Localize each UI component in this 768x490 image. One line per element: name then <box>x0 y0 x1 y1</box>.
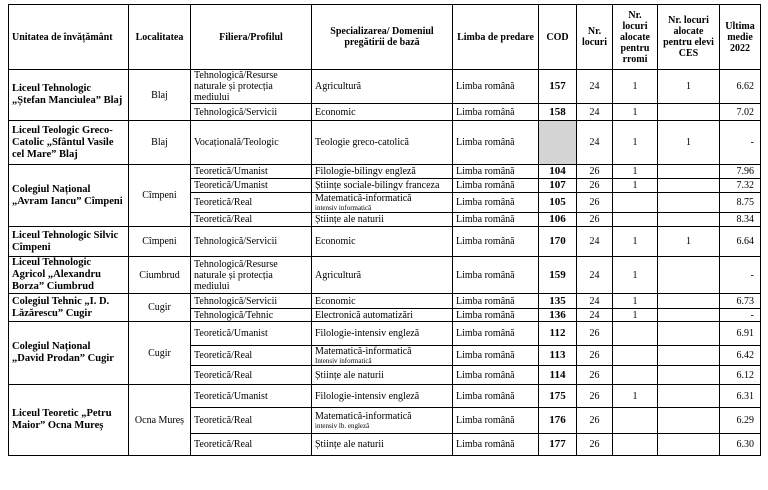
seats: 24 <box>577 104 613 121</box>
specialization-cell <box>312 165 453 179</box>
seats: 26 <box>577 179 613 193</box>
specialization: Filologie-bilingv engleză <box>315 166 416 177</box>
teaching-language: Limba română <box>453 346 539 366</box>
specialization: Științe ale naturii <box>315 439 384 450</box>
last-average: 7.32 <box>720 179 761 193</box>
last-average: 7.96 <box>720 165 761 179</box>
track-profile: Teoretică/Real <box>191 193 312 213</box>
specialization-cell <box>312 70 453 104</box>
header-track: Filiera/Profilul <box>191 5 312 70</box>
program-code: 105 <box>539 193 577 213</box>
specialization: Matematică-informatică <box>315 346 412 357</box>
ces-seats: 1 <box>658 227 720 257</box>
program-code: 106 <box>539 213 577 227</box>
ces-seats <box>658 309 720 322</box>
specialization: Economic <box>315 236 356 247</box>
program-code: 107 <box>539 179 577 193</box>
specialization-cell <box>312 346 453 366</box>
header-code: COD <box>539 5 577 70</box>
program-code <box>539 121 577 165</box>
admission-table-container <box>8 4 760 456</box>
specialization: Agricultură <box>315 81 362 92</box>
program-code: 104 <box>539 165 577 179</box>
track-profile: Teoretică/Umanist <box>191 179 312 193</box>
roma-seats <box>613 213 658 227</box>
seats: 26 <box>577 385 613 408</box>
track-profile: Tehnologică/Resurse naturale și protecția mediului <box>191 257 312 294</box>
track-profile: Teoretică/Real <box>191 346 312 366</box>
header-specialization: Specializarea/ Domeniul pregătirii de bază <box>312 5 453 70</box>
last-average: 8.34 <box>720 213 761 227</box>
header-seats: Nr. locuri <box>577 5 613 70</box>
teaching-language: Limba română <box>453 366 539 385</box>
track-profile: Tehnologică/Resurse naturale și protecția mediului <box>191 70 312 104</box>
teaching-language: Limba română <box>453 70 539 104</box>
specialization-cell <box>312 213 453 227</box>
seats: 26 <box>577 434 613 456</box>
program-code: 175 <box>539 385 577 408</box>
program-code: 135 <box>539 294 577 309</box>
table-row <box>9 70 761 104</box>
teaching-language: Limba română <box>453 179 539 193</box>
ces-seats: 1 <box>658 121 720 165</box>
seats: 26 <box>577 322 613 346</box>
locality: Blaj <box>129 70 191 121</box>
last-average: 6.30 <box>720 434 761 456</box>
roma-seats <box>613 193 658 213</box>
roma-seats: 1 <box>613 121 658 165</box>
specialization: Agricultură <box>315 269 362 281</box>
roma-seats: 1 <box>613 227 658 257</box>
roma-seats: 1 <box>613 309 658 322</box>
locality: Cîmpeni <box>129 165 191 227</box>
last-average: 6.42 <box>720 346 761 366</box>
seats: 26 <box>577 408 613 434</box>
track-profile: Tehnologică/Servicii <box>191 227 312 257</box>
roma-seats <box>613 434 658 456</box>
admission-table <box>8 4 761 456</box>
last-average: 6.29 <box>720 408 761 434</box>
specialization: Electronică automatizări <box>315 309 414 321</box>
ces-seats <box>658 385 720 408</box>
specialization: Matematică-informatică <box>315 411 412 422</box>
specialization-cell <box>312 322 453 346</box>
locality: Blaj <box>129 121 191 165</box>
program-code: 158 <box>539 104 577 121</box>
roma-seats: 1 <box>613 294 658 309</box>
seats: 26 <box>577 193 613 213</box>
last-average: 6.73 <box>720 294 761 309</box>
ces-seats <box>658 179 720 193</box>
school-name: Liceul Tehnologic Silvic Cîmpeni <box>9 227 129 257</box>
ces-seats <box>658 346 720 366</box>
teaching-language: Limba română <box>453 227 539 257</box>
teaching-language: Limba română <box>453 385 539 408</box>
roma-seats <box>613 322 658 346</box>
last-average: 6.12 <box>720 366 761 385</box>
roma-seats: 1 <box>613 104 658 121</box>
school-name: Colegiul Național „David Prodan” Cugir <box>9 322 129 385</box>
ces-seats <box>658 257 720 294</box>
specialization: Teologie greco-catolică <box>315 137 409 148</box>
specialization: Științe sociale-bilingv franceza <box>315 180 440 191</box>
program-code: 176 <box>539 408 577 434</box>
program-code: 136 <box>539 309 577 322</box>
table-row <box>9 294 761 309</box>
specialization-note: intensiv informatică <box>315 204 372 212</box>
school-name: Liceul Teologic Greco-Catolic „Sfântul Vasile cel Mare” Blaj <box>9 121 129 165</box>
specialization: Economic <box>315 295 356 307</box>
roma-seats <box>613 366 658 385</box>
specialization-cell <box>312 309 453 322</box>
ces-seats <box>658 434 720 456</box>
track-profile: Tehnologică/Servicii <box>191 104 312 121</box>
table-row <box>9 322 761 346</box>
seats: 24 <box>577 121 613 165</box>
specialization: Economic <box>315 106 356 118</box>
school-name: Liceul Tehnologic „Ștefan Manciulea” Blaj <box>9 70 129 121</box>
teaching-language: Limba română <box>453 434 539 456</box>
specialization-cell <box>312 227 453 257</box>
seats: 26 <box>577 213 613 227</box>
teaching-language: Limba română <box>453 165 539 179</box>
specialization-cell <box>312 179 453 193</box>
locality: Ocna Mureș <box>129 385 191 456</box>
roma-seats <box>613 346 658 366</box>
teaching-language: Limba română <box>453 213 539 227</box>
school-name: Colegiul Tehnic „I. D. Lăzărescu” Cugir <box>9 294 129 322</box>
table-row <box>9 227 761 257</box>
last-average: - <box>720 309 761 322</box>
ces-seats <box>658 322 720 346</box>
teaching-language: Limba română <box>453 121 539 165</box>
header-unit: Unitatea de învățământ <box>9 5 129 70</box>
roma-seats: 1 <box>613 257 658 294</box>
locality: Cugir <box>129 322 191 385</box>
school-name: Colegiul Național „Avram Iancu” Cîmpeni <box>9 165 129 227</box>
specialization: Filologie-intensiv engleză <box>315 390 420 402</box>
program-code: 114 <box>539 366 577 385</box>
teaching-language: Limba română <box>453 408 539 434</box>
specialization-cell <box>312 408 453 434</box>
specialization-note: Intensiv informatică <box>315 357 372 365</box>
last-average: 7.02 <box>720 104 761 121</box>
seats: 24 <box>577 70 613 104</box>
specialization: Științe ale naturii <box>315 369 384 381</box>
roma-seats: 1 <box>613 179 658 193</box>
seats: 26 <box>577 366 613 385</box>
roma-seats: 1 <box>613 70 658 104</box>
roma-seats: 1 <box>613 165 658 179</box>
program-code: 113 <box>539 346 577 366</box>
ces-seats <box>658 294 720 309</box>
teaching-language: Limba română <box>453 104 539 121</box>
locality: Cîmpeni <box>129 227 191 257</box>
table-row <box>9 165 761 179</box>
track-profile: Teoretică/Real <box>191 434 312 456</box>
header-roma-seats: Nr. locuri alocate pentru rromi <box>613 5 658 70</box>
specialization-cell <box>312 257 453 294</box>
header-language: Limba de predare <box>453 5 539 70</box>
seats: 24 <box>577 294 613 309</box>
track-profile: Teoretică/Real <box>191 366 312 385</box>
ces-seats: 1 <box>658 70 720 104</box>
seats: 26 <box>577 165 613 179</box>
ces-seats <box>658 366 720 385</box>
table-body <box>9 70 761 456</box>
specialization-cell <box>312 193 453 213</box>
ces-seats <box>658 104 720 121</box>
header-ces-seats: Nr. locuri alocate pentru elevi CES <box>658 5 720 70</box>
roma-seats <box>613 408 658 434</box>
ces-seats <box>658 408 720 434</box>
program-code: 159 <box>539 257 577 294</box>
teaching-language: Limba română <box>453 257 539 294</box>
track-profile: Teoretică/Umanist <box>191 385 312 408</box>
specialization-cell <box>312 104 453 121</box>
school-name: Liceul Teoretic „Petru Maior” Ocna Mureș <box>9 385 129 456</box>
track-profile: Tehnologică/Servicii <box>191 294 312 309</box>
track-profile: Teoretică/Real <box>191 213 312 227</box>
track-profile: Tehnologică/Tehnic <box>191 309 312 322</box>
locality: Ciumbrud <box>129 257 191 294</box>
specialization-cell <box>312 294 453 309</box>
ces-seats <box>658 165 720 179</box>
ces-seats <box>658 213 720 227</box>
program-code: 112 <box>539 322 577 346</box>
seats: 26 <box>577 346 613 366</box>
seats: 24 <box>577 227 613 257</box>
track-profile: Teoretică/Umanist <box>191 322 312 346</box>
track-profile: Vocațională/Teologic <box>191 121 312 165</box>
header-last-average: Ultima medie 2022 <box>720 5 761 70</box>
last-average: 6.64 <box>720 227 761 257</box>
specialization-cell <box>312 434 453 456</box>
table-row <box>9 121 761 165</box>
last-average: 6.91 <box>720 322 761 346</box>
last-average: 6.31 <box>720 385 761 408</box>
program-code: 177 <box>539 434 577 456</box>
program-code: 157 <box>539 70 577 104</box>
specialization-cell <box>312 385 453 408</box>
specialization: Științe ale naturii <box>315 214 384 225</box>
track-profile: Teoretică/Real <box>191 408 312 434</box>
locality: Cugir <box>129 294 191 322</box>
last-average: 8.75 <box>720 193 761 213</box>
teaching-language: Limba română <box>453 294 539 309</box>
specialization-note: intensiv lb. engleză <box>315 422 370 430</box>
seats: 24 <box>577 257 613 294</box>
roma-seats: 1 <box>613 385 658 408</box>
teaching-language: Limba română <box>453 322 539 346</box>
last-average: - <box>720 257 761 294</box>
last-average: 6.62 <box>720 70 761 104</box>
specialization-cell <box>312 366 453 385</box>
specialization: Filologie-intensiv engleză <box>315 328 420 339</box>
program-code: 170 <box>539 227 577 257</box>
ces-seats <box>658 193 720 213</box>
last-average: - <box>720 121 761 165</box>
school-name: Liceul Tehnologic Agricol „Alexandru Borza” Ciumbrud <box>9 257 129 294</box>
seats: 24 <box>577 309 613 322</box>
header-locality: Localitatea <box>129 5 191 70</box>
header-row <box>9 5 761 70</box>
table-row <box>9 257 761 294</box>
track-profile: Teoretică/Umanist <box>191 165 312 179</box>
teaching-language: Limba română <box>453 193 539 213</box>
table-row <box>9 385 761 408</box>
specialization-cell <box>312 121 453 165</box>
specialization: Matematică-informatică <box>315 193 412 204</box>
teaching-language: Limba română <box>453 309 539 322</box>
